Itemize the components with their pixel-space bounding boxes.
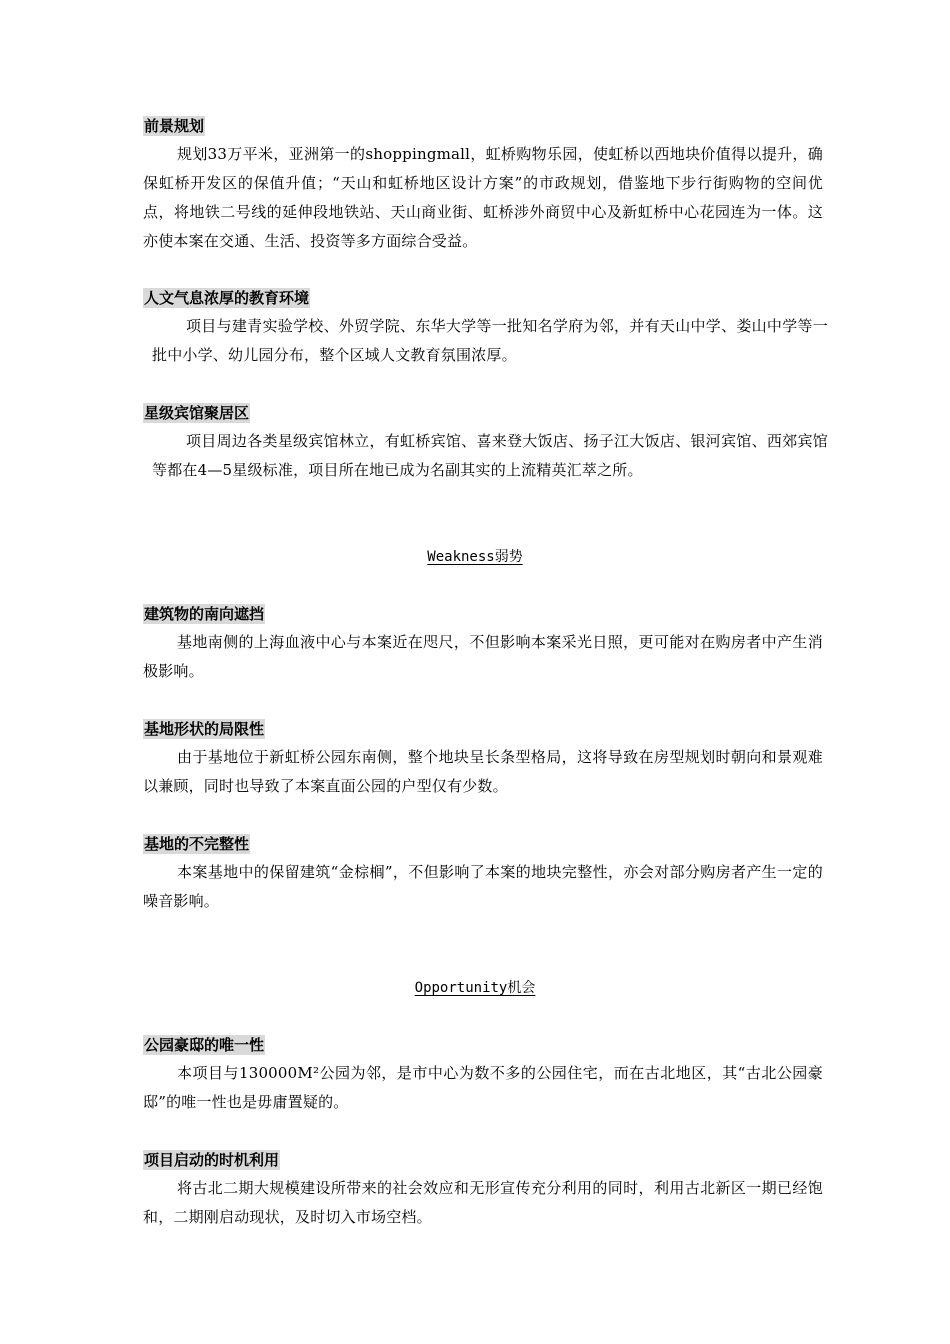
weakness-title <box>0 547 950 567</box>
weakness-title-text: Weakness弱势 <box>427 549 523 565</box>
section-paragraph: 规划33万平米，亚洲第一的shoppingmall，虹桥购物乐园，使虹桥以西地块价值得以提升，确保虹桥开发区的保值升值；“天山和虹桥地区设计方案”的市政规划，借鉴地下步行街购物的空间优点，将地铁二号线的延伸段地铁站、天山商业街、虹桥涉外商贸中心及新虹桥中心花园连为一体。这亦使本案在交通、生活、投资等多方面综合受益。 <box>143 145 823 250</box>
opportunity-title-text: Opportunity机会 <box>414 980 536 996</box>
section-heading: 基地的不完整性 <box>144 835 250 853</box>
section-paragraph: 将古北二期大规模建设所带来的社会效应和无形宣传充分利用的同时，利用古北新区一期已经饱和，二期刚启动现状，及时切入市场空档。 <box>143 1179 823 1226</box>
section-paragraph: 项目与建青实验学校、外贸学院、东华大学等一批知名学府为邻，并有天山中学、娄山中学等一批中小学、幼儿园分布，整个区域人文教育氛围浓厚。 <box>152 317 828 364</box>
section-heading: 公园豪邸的唯一性 <box>144 1036 265 1054</box>
section-paragraph: 本案基地中的保留建筑“金棕榈”，不但影响了本案的地块完整性，亦会对部分购房者产生一定的噪音影响。 <box>143 863 823 910</box>
section-paragraph: 基地南侧的上海血液中心与本案近在咫尺，不但影响本案采光日照，更可能对在购房者中产生消极影响。 <box>143 633 823 680</box>
section-heading: 人文气息浓厚的教育环境 <box>144 289 310 307</box>
section-heading: 基地形状的局限性 <box>144 720 265 738</box>
section-heading: 星级宾馆聚居区 <box>144 404 250 422</box>
section-heading: 前景规划 <box>144 117 205 135</box>
opportunity-title <box>0 978 950 998</box>
section-heading: 建筑物的南向遮挡 <box>144 605 265 623</box>
section-paragraph: 由于基地位于新虹桥公园东南侧，整个地块呈长条型格局，这将导致在房型规划时朝向和景观难以兼顾，同时也导致了本案直面公园的户型仅有少数。 <box>143 748 823 795</box>
section-heading: 项目启动的时机利用 <box>144 1151 280 1169</box>
section-paragraph: 本项目与130000M²公园为邻，是市中心为数不多的公园住宅，而在古北地区，其“古北公园豪邸”的唯一性也是毋庸置疑的。 <box>143 1064 823 1111</box>
section-paragraph: 项目周边各类星级宾馆林立，有虹桥宾馆、喜来登大饭店、扬子江大饭店、银河宾馆、西郊宾馆等都在4—5星级标准，项目所在地已成为名副其实的上流精英汇萃之所。 <box>152 432 828 479</box>
